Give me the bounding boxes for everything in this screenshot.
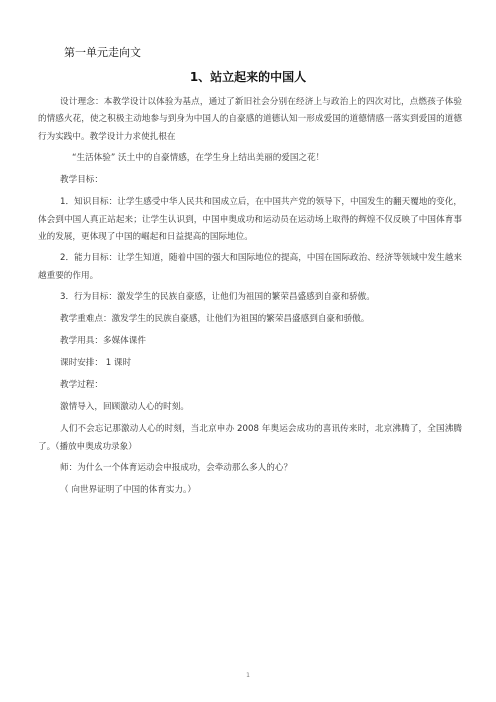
paragraph-ability-objective: 2．能力目标：让学生知道，随着中国的强大和国际地位的提高，中国在国际政治、经济等领域中发生越来越重要的作用。 [38,253,462,281]
paragraph-knowledge-objective: 1．知识目标：让学生感受中华人民共和国成立后，在中国共产党的领导下，中国发生的翻天覆地的变化，体会到中国人真正站起来；让学生认识到，中国申奥成功和运动员在运动场上取得的辉煌不仅反映了中国体育事业的发展，更体现了中国的崛起和日益提高的国际地位。 [38,197,462,243]
document-body [38,94,462,504]
paragraph-objectives-heading: 教学目标： [60,175,103,186]
paragraph-answer: （ 向世界证明了中国的体育实力。） [60,485,196,496]
paragraph-behavior-objective: 3．行为目标：激发学生的民族自豪感，让他们为祖国的繁荣昌盛感到自豪和骄傲。 [60,292,375,303]
paragraph-class-hours: 课时安排： 1 课时 [60,358,132,369]
lesson-title: 1、站立起来的中国人 [189,70,307,84]
paragraph-process-heading: 教学过程： [60,380,103,391]
paragraph-teacher-question: 师：为什么一个体育运动会申报成功，会牵动那么多人的心？ [60,463,293,474]
paragraph-design-concept: 设计理念：本教学设计以体验为基点，通过了新旧社会分别在经济上与政治上的四次对比，点燃孩子体验的情感火花，使之积极主动地参与到身为中国人的自豪感的道德认知一形成爱国的道德情感一落实到爱国的道德行为实践中。教学设计力求使扎根在 [38,97,462,142]
paragraph-introduction: 激情导入，回顾激动人心的时刻。 [60,402,189,413]
unit-heading: 第一单元走向文 [64,46,141,59]
paragraph-teaching-aids: 教学用具：多媒体课件 [60,336,146,347]
page-number: 1 [246,672,250,679]
paragraph-life-experience: “生活体验” 沃土中的自豪情感，在学生身上结出美丽的爱国之花！ [72,153,325,164]
paragraph-key-difficulties: 教学重难点：激发学生的民族自豪感，让他们为祖国的繁荣昌盛感到自豪和骄傲。 [60,314,370,325]
paragraph-olympics: 人们不会忘记那激动人心的时刻，当北京申办 2008 年奥运会成功的喜讯传来时，北京沸腾了，全国沸腾了。（播放申奥成功录象） [38,424,462,452]
